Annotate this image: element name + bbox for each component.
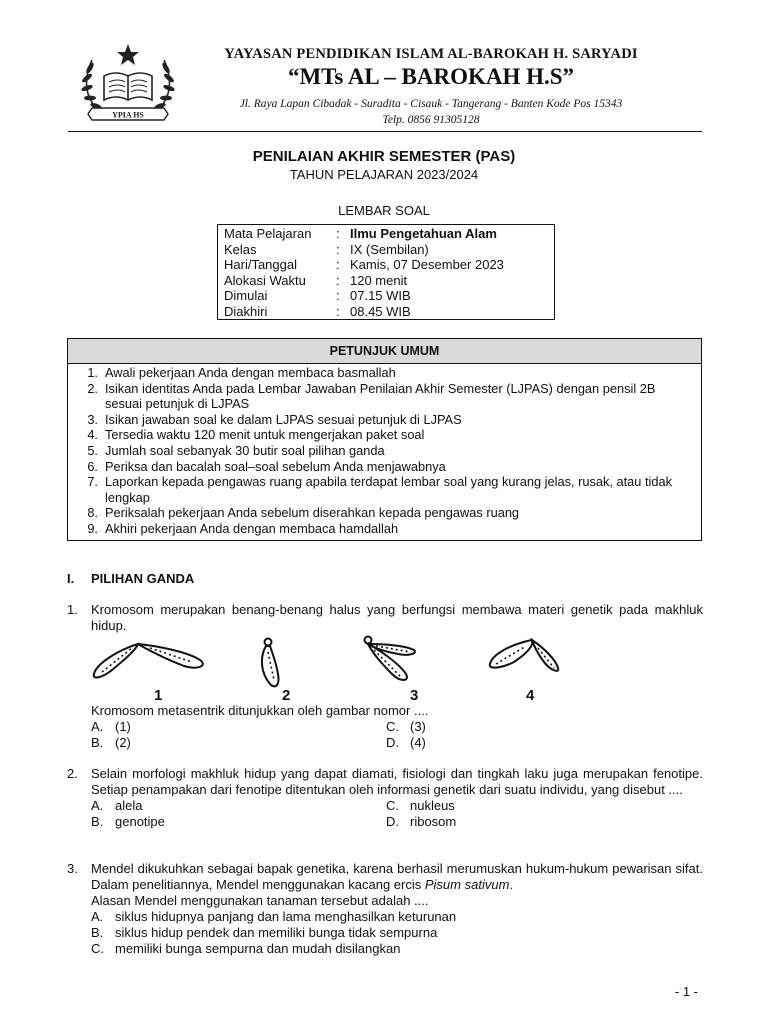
item-number: 8. bbox=[87, 505, 98, 521]
question-number: 1. bbox=[67, 602, 78, 617]
info-row bbox=[224, 226, 548, 242]
info-row bbox=[224, 304, 548, 320]
item-number: 1. bbox=[87, 365, 98, 380]
question-prompt: Kromosom metasentrik ditunjukkan oleh gambar nomor .... bbox=[91, 703, 429, 718]
item-number: 7. bbox=[87, 474, 98, 490]
item-number: 6. bbox=[87, 458, 98, 474]
question-text bbox=[91, 861, 703, 893]
option-text: (1) bbox=[115, 719, 131, 734]
item-text: Jumlah soal sebanyak 30 butir soal pilihan ganda bbox=[105, 442, 385, 458]
item-text: Periksalah pekerjaan Anda sebelum diserahkan kepada pengawas ruang bbox=[105, 505, 520, 521]
item-number: 4. bbox=[87, 427, 98, 443]
header-divider bbox=[68, 131, 702, 132]
list-item bbox=[68, 474, 693, 505]
item-text: Isikan identitas Anda pada Lembar Jawaban Penilaian Akhir Semester (LJPAS) dengan pensil 2B sesuai petunjuk di LJPAS bbox=[105, 380, 656, 412]
option-letter: D. bbox=[386, 814, 399, 829]
instructions-title: PETUNJUK UMUM bbox=[68, 339, 701, 364]
logo-ribbon-text: YPIA HS bbox=[112, 110, 144, 120]
section-title: PILIHAN GANDA bbox=[91, 571, 195, 586]
page-number: - 1 - bbox=[674, 984, 698, 999]
section-number: I. bbox=[67, 571, 75, 586]
option-letter: C. bbox=[386, 798, 399, 813]
info-key: Hari/Tanggal bbox=[224, 257, 297, 273]
option-letter: A. bbox=[91, 798, 104, 813]
option-text: memiliki bunga sempurna dan mudah disilangkan bbox=[115, 941, 401, 956]
option-text: siklus hidupnya panjang dan lama menghasilkan keturunan bbox=[115, 909, 457, 924]
general-instructions-box bbox=[67, 338, 702, 541]
info-row bbox=[224, 288, 548, 304]
info-colon: : bbox=[336, 257, 340, 273]
info-value: 08.45 WIB bbox=[350, 303, 411, 319]
info-colon: : bbox=[336, 226, 340, 241]
option-text: alela bbox=[115, 798, 143, 813]
item-number: 3. bbox=[87, 411, 98, 427]
info-value: 07.15 WIB bbox=[350, 288, 411, 304]
info-colon: : bbox=[336, 241, 340, 257]
question-1-options bbox=[67, 703, 703, 751]
option-letter: B. bbox=[91, 925, 104, 940]
option-letter: B. bbox=[91, 814, 104, 829]
list-item bbox=[68, 365, 693, 381]
answer-option[interactable] bbox=[91, 941, 703, 957]
option-letter: A. bbox=[91, 909, 104, 924]
list-item bbox=[68, 521, 693, 537]
answer-option[interactable] bbox=[91, 814, 386, 830]
info-value: Ilmu Pengetahuan Alam bbox=[350, 226, 497, 241]
sheet-label: LEMBAR SOAL bbox=[338, 203, 430, 218]
info-colon: : bbox=[336, 288, 340, 304]
option-text: (3) bbox=[410, 719, 426, 734]
question-1 bbox=[67, 602, 703, 634]
list-item bbox=[68, 381, 693, 412]
question-text-part: . bbox=[509, 877, 514, 892]
option-text: siklus hidup pendek dan memiliki bunga tidak sempurna bbox=[115, 925, 438, 940]
answer-option[interactable] bbox=[91, 719, 386, 735]
item-text: Periksa dan bacalah soal–soal sebelum Anda menjawabnya bbox=[105, 458, 446, 474]
item-text: Awali pekerjaan Anda dengan membaca basmallah bbox=[105, 365, 396, 380]
info-value: IX (Sembilan) bbox=[350, 241, 429, 257]
list-item bbox=[68, 459, 693, 475]
option-text: ribosom bbox=[410, 814, 457, 829]
option-letter: A. bbox=[91, 719, 104, 734]
info-row bbox=[224, 273, 548, 289]
list-item bbox=[68, 427, 693, 443]
question-number: 2. bbox=[67, 766, 78, 781]
list-item bbox=[68, 505, 693, 521]
list-item bbox=[68, 443, 693, 459]
school-address: Jl. Raya Lapan Cibadak - Suradita - Cisauk - Tangerang - Banten Kode Pos 15343 bbox=[239, 98, 623, 110]
info-colon: : bbox=[336, 303, 340, 319]
option-letter: B. bbox=[91, 735, 104, 750]
item-text: Isikan jawaban soal ke dalam LJPAS sesuai petunjuk di LJPAS bbox=[105, 411, 462, 427]
info-key: Mata Pelajaran bbox=[224, 226, 312, 241]
answer-option[interactable] bbox=[91, 925, 703, 941]
item-text: Tersedia waktu 120 menit untuk mengerjakan paket soal bbox=[105, 427, 425, 443]
info-key: Alokasi Waktu bbox=[224, 272, 306, 288]
school-logo bbox=[68, 42, 188, 124]
option-text: (4) bbox=[410, 735, 426, 750]
exam-title: PENILAIAN AKHIR SEMESTER (PAS) bbox=[252, 148, 516, 165]
figure-label-2: 2 bbox=[282, 687, 291, 704]
question-3 bbox=[67, 861, 703, 957]
figure-label-4: 4 bbox=[526, 687, 535, 704]
exam-info-box bbox=[217, 224, 555, 320]
info-key: Kelas bbox=[224, 241, 257, 257]
exam-year: TAHUN PELAJARAN 2023/2024 bbox=[289, 167, 479, 182]
info-row bbox=[224, 257, 548, 273]
answer-option[interactable] bbox=[386, 719, 646, 735]
school-name: “MTs AL – BAROKAH H.S” bbox=[287, 64, 575, 89]
list-item bbox=[68, 412, 693, 428]
section-heading bbox=[67, 571, 194, 586]
chromosome-figure bbox=[88, 634, 568, 704]
answer-option[interactable] bbox=[91, 735, 386, 751]
answer-option[interactable] bbox=[91, 909, 703, 925]
option-text: (2) bbox=[115, 735, 131, 750]
info-colon: : bbox=[336, 272, 340, 288]
item-text: Akhiri pekerjaan Anda dengan membaca hamdallah bbox=[105, 520, 399, 536]
answer-option[interactable] bbox=[91, 798, 386, 814]
answer-option[interactable] bbox=[386, 814, 646, 830]
item-text: Laporkan kepada pengawas ruang apabila terdapat lembar soal yang kurang jelas, rusak, atau tidak lengkap bbox=[105, 474, 672, 505]
option-text: nukleus bbox=[410, 798, 455, 813]
option-letter: C. bbox=[91, 941, 104, 956]
question-text-part: Mendel dikukuhkan sebagai bapak genetika, karena berhasil merumuskan hukum-hukum pewarisan sifat. Dalam penelitiannya, Mendel menggunakan kacang ercis bbox=[91, 861, 703, 892]
info-key: Diakhiri bbox=[224, 303, 268, 319]
question-2 bbox=[67, 766, 703, 830]
foundation-name: YAYASAN PENDIDIKAN ISLAM AL-BAROKAH H. SARYADI bbox=[224, 46, 638, 62]
question-number: 3. bbox=[67, 861, 78, 876]
option-letter: C. bbox=[386, 719, 399, 734]
info-key: Dimulai bbox=[224, 288, 268, 304]
info-value: Kamis, 07 Desember 2023 bbox=[350, 257, 504, 273]
info-value: 120 menit bbox=[350, 272, 408, 288]
question-prompt: Alasan Mendel menggunakan tanaman tersebut adalah .... bbox=[91, 893, 429, 908]
item-number: 9. bbox=[87, 520, 98, 536]
instructions-list bbox=[68, 364, 701, 537]
figure-label-3: 3 bbox=[410, 687, 419, 704]
question-text: Selain morfologi makhluk hidup yang dapat diamati, fisiologi dan tingkah laku juga merupakan fenotipe. Setiap penampakan dari fenotipe ditentukan oleh informasi genetik dari suatu individu, yang disebut .... bbox=[91, 766, 703, 797]
figure-label-1: 1 bbox=[154, 687, 163, 704]
option-letter: D. bbox=[386, 735, 399, 750]
option-text: genotipe bbox=[115, 814, 165, 829]
item-number: 5. bbox=[87, 442, 98, 458]
question-text: Kromosom merupakan benang-benang halus yang berfungsi membawa materi genetik pada makhluk hidup. bbox=[91, 602, 703, 633]
school-phone: Telp. 0856 91305128 bbox=[382, 114, 480, 126]
answer-option[interactable] bbox=[386, 735, 646, 751]
info-row bbox=[224, 242, 548, 258]
species-name: Pisum sativum bbox=[424, 877, 510, 892]
answer-option[interactable] bbox=[386, 798, 646, 814]
item-number: 2. bbox=[87, 380, 98, 396]
